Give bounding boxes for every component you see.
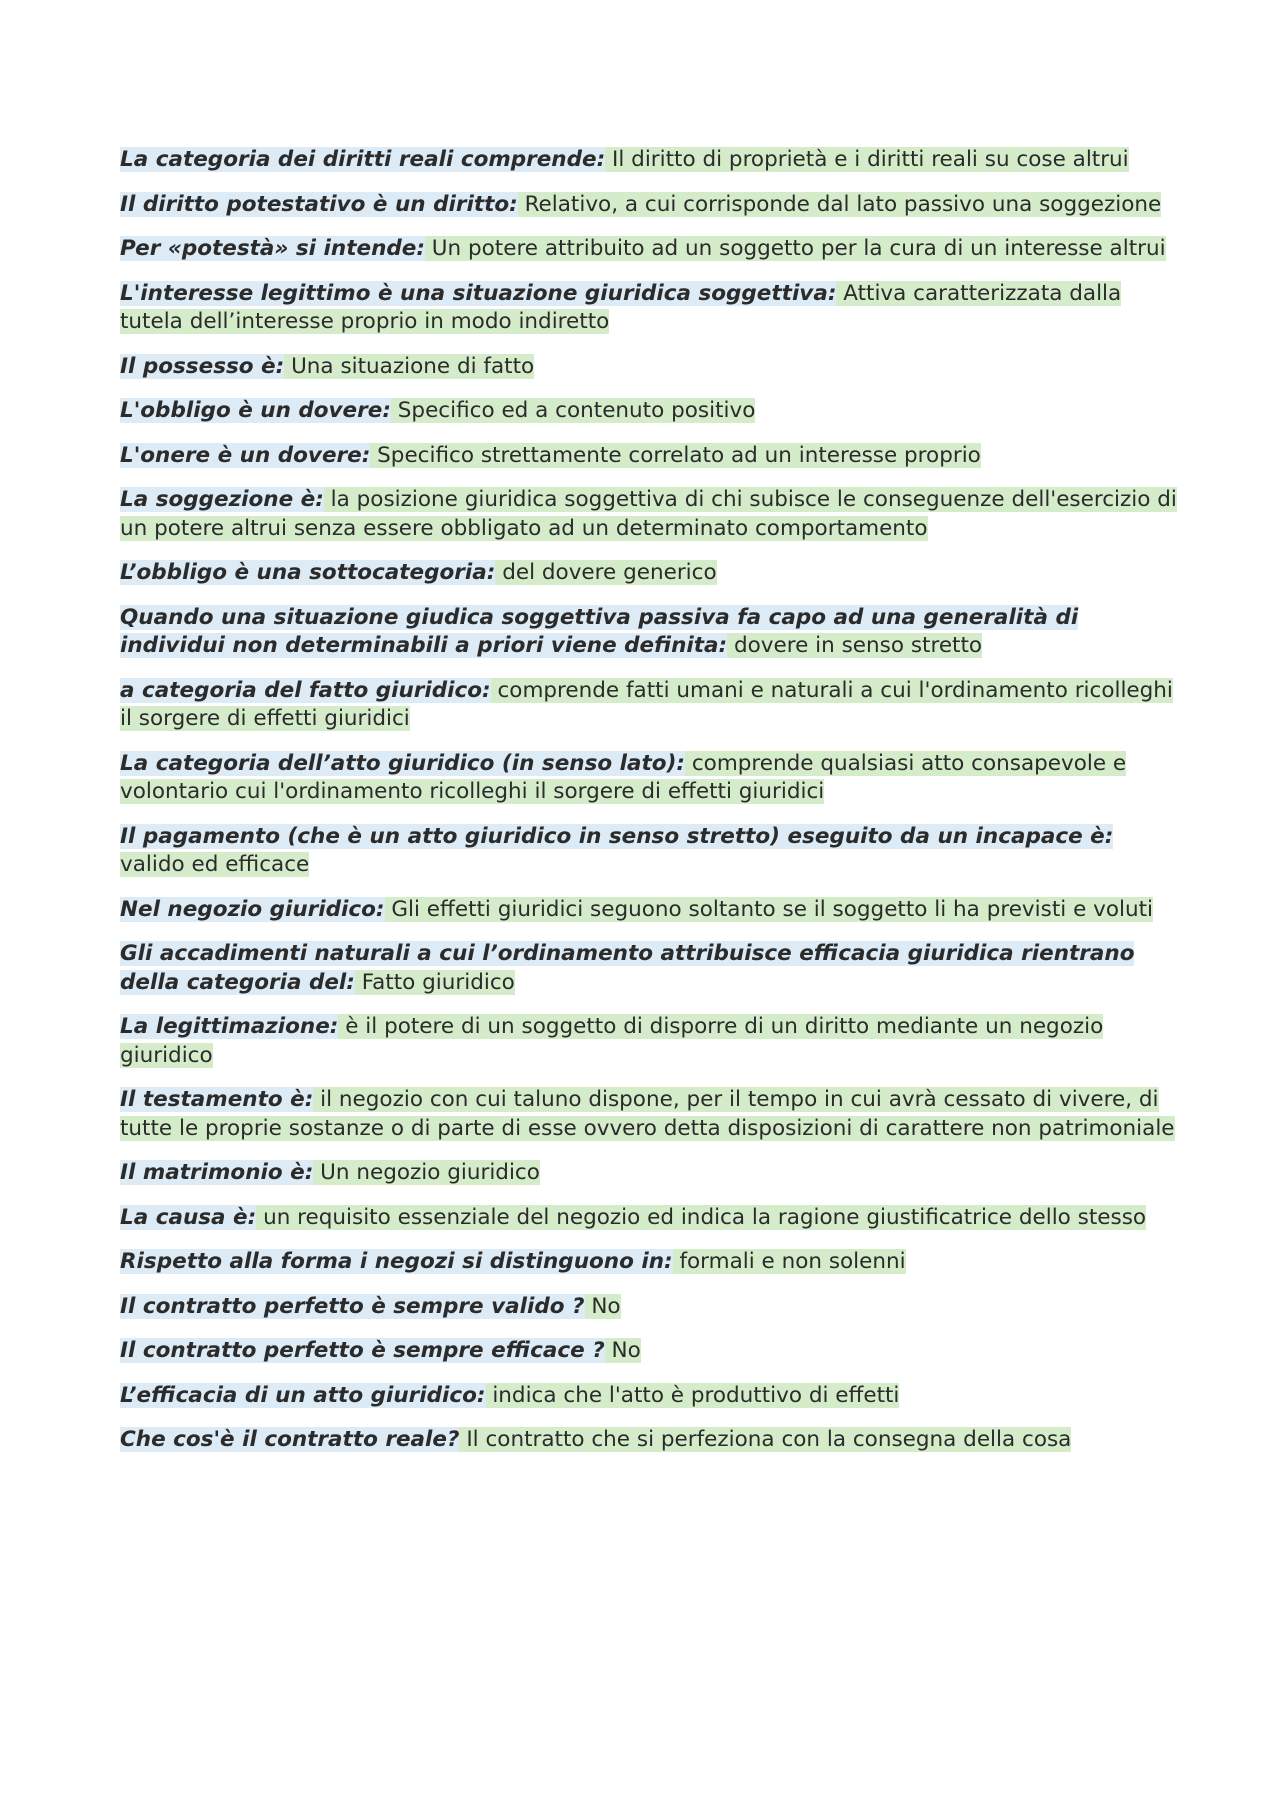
question-text: Il pagamento (che è un atto giuridico in senso stretto) eseguito da un incapace è:	[120, 823, 1114, 849]
qa-item	[120, 1013, 1180, 1070]
question-text: Nel negozio giuridico:	[120, 896, 385, 922]
answer-text: Specifico strettamente correlato ad un interesse proprio	[370, 442, 981, 468]
qa-item	[120, 1248, 1180, 1277]
question-text: L'onere è un dovere:	[120, 442, 371, 468]
qa-item	[120, 1426, 1180, 1455]
question-text: La soggezione è:	[120, 487, 324, 512]
answer-text: Relativo, a cui corrisponde dal lato passivo una soggezione	[517, 191, 1162, 217]
answer-text: Un potere attribuito ad un soggetto per la cura di un interesse altrui	[424, 236, 1166, 261]
qa-item	[120, 1382, 1180, 1411]
question-text: Il diritto potestativo è un diritto:	[120, 191, 518, 217]
question-text: Che cos'è il contratto reale?	[120, 1427, 460, 1452]
qa-item	[120, 1086, 1180, 1143]
question-text: La categoria dei diritti reali comprende:	[120, 147, 606, 172]
qa-item	[120, 940, 1180, 997]
answer-text: formali e non solenni	[672, 1249, 906, 1274]
qa-item	[120, 559, 1180, 588]
answer-text: Il diritto di proprietà e i diritti reali su cose altrui	[605, 147, 1129, 172]
qa-item	[120, 1337, 1180, 1366]
answer-text: comprende fatti umani e naturali a cui l'ordinamento ricolleghi il sorgere di effetti giuridici	[120, 677, 1173, 731]
answer-text: dovere in senso stretto	[727, 633, 983, 658]
qa-item	[120, 353, 1180, 382]
answer-text: Un negozio giuridico	[313, 1160, 540, 1185]
question-text: La causa è:	[120, 1204, 257, 1230]
question-text: La legittimazione:	[120, 1014, 339, 1039]
question-text: Il testamento è:	[120, 1087, 314, 1112]
answer-text: No	[604, 1338, 641, 1363]
question-text: Il contratto perfetto è sempre efficace ?	[120, 1338, 605, 1363]
answer-text: Gli effetti giuridici seguono soltanto se il soggetto li ha previsti e voluti	[384, 896, 1154, 922]
qa-item	[120, 397, 1180, 426]
answer-text: del dovere generico	[495, 560, 717, 585]
answer-text: un requisito essenziale del negozio ed indica la ragione giustificatrice dello stesso	[256, 1204, 1147, 1230]
answer-text: il negozio con cui taluno dispone, per il tempo in cui avrà cessato di vivere, di tutte le proprie sostanze o di parte di esse ovvero detta disposizioni di carattere non patrimoniale	[120, 1087, 1175, 1141]
qa-item	[120, 486, 1180, 543]
qa-item	[120, 146, 1180, 175]
qa-item	[120, 823, 1180, 880]
question-text: Il possesso è:	[120, 353, 285, 379]
question-text: a categoria del fatto giuridico:	[120, 677, 491, 703]
question-text: Rispetto alla forma i negozi si distinguono in:	[120, 1249, 673, 1274]
answer-text: Fatto giuridico	[354, 969, 515, 995]
qa-item	[120, 280, 1180, 337]
question-text: L’efficacia di un atto giuridico:	[120, 1382, 486, 1408]
answer-text: Il contratto che si perfeziona con la consegna della cosa	[459, 1427, 1072, 1452]
qa-item	[120, 604, 1180, 661]
qa-item	[120, 442, 1180, 471]
answer-text: comprende qualsiasi atto consapevole e volontario cui l'ordinamento ricolleghi il sorgere di effetti giuridici	[120, 750, 1127, 804]
answer-text: Una situazione di fatto	[284, 353, 535, 379]
question-text: Per «potestà» si intende:	[120, 236, 425, 261]
answer-text: No	[584, 1293, 621, 1319]
answer-text: indica che l'atto è produttivo di effetti	[485, 1382, 900, 1408]
question-text: L'interesse legittimo è una situazione giuridica soggettiva:	[120, 280, 837, 306]
answer-text: Attiva caratterizzata dalla tutela dell’interesse proprio in modo indiretto	[120, 280, 1122, 334]
document-body	[120, 146, 1180, 1471]
qa-item	[120, 677, 1180, 734]
qa-item	[120, 191, 1180, 220]
answer-text: valido ed efficace	[120, 852, 310, 877]
answer-text: è il potere di un soggetto di disporre di un diritto mediante un negozio giuridico	[120, 1014, 1104, 1068]
question-text: Il contratto perfetto è sempre valido ?	[120, 1293, 585, 1319]
qa-item	[120, 1293, 1180, 1322]
question-text: L'obbligo è un dovere:	[120, 398, 391, 423]
answer-text: la posizione giuridica soggettiva di chi subisce le conseguenze dell'esercizio di un potere altrui senza essere obbligato ad un determinato comportamento	[120, 487, 1177, 541]
question-text: Quando una situazione giudica soggettiva passiva fa capo ad una generalità di individui non determinabili a priori viene definita:	[120, 604, 1079, 658]
question-text: L’obbligo è una sottocategoria:	[120, 560, 496, 585]
qa-item	[120, 1204, 1180, 1233]
qa-item	[120, 1159, 1180, 1188]
question-text: Il matrimonio è:	[120, 1160, 314, 1185]
question-text: Gli accadimenti naturali a cui l’ordinamento attribuisce efficacia giuridica rientrano della categoria del:	[120, 941, 1135, 995]
qa-item	[120, 896, 1180, 925]
question-text: La categoria dell’atto giuridico (in senso lato):	[120, 750, 686, 776]
qa-item	[120, 235, 1180, 264]
qa-item	[120, 750, 1180, 807]
answer-text: Specifico ed a contenuto positivo	[390, 398, 756, 423]
